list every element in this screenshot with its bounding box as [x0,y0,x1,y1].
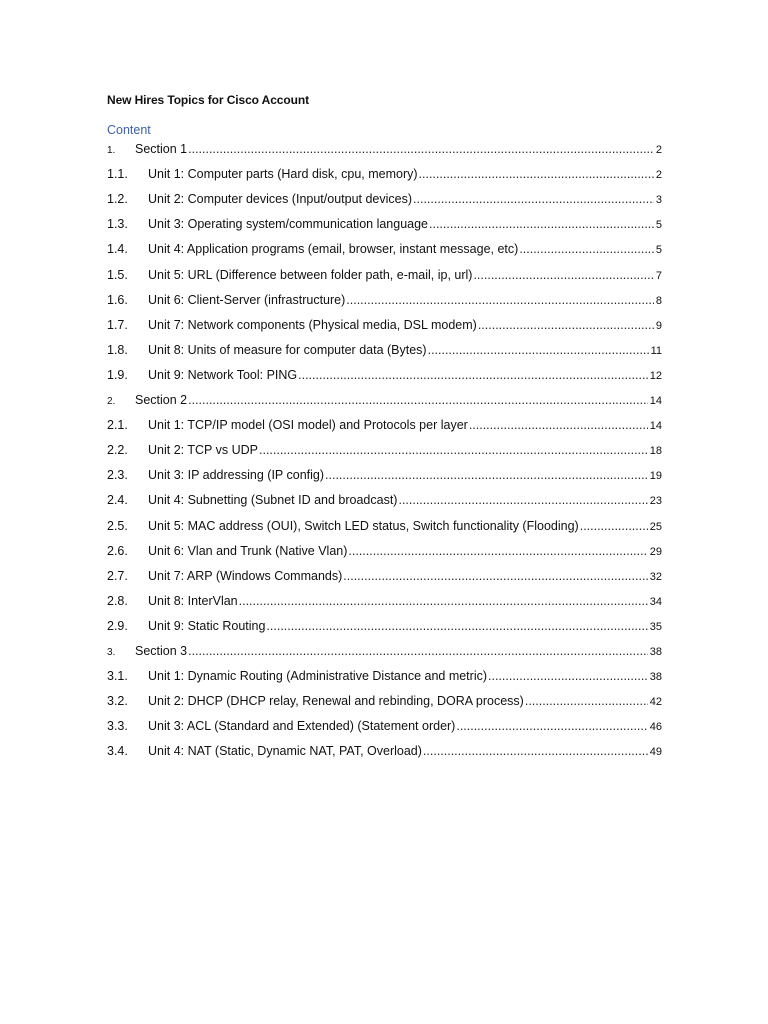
toc-entry-number: 2.6. [107,543,128,558]
toc-entry-page-number: 14 [649,420,662,433]
toc-unit-entry[interactable] [107,366,662,384]
toc-entry-label: Unit 5: MAC address (OUI), Switch LED status, Switch functionality (Flooding) [148,518,579,533]
toc-entry-number: 3.2. [107,694,128,709]
toc-entry-number: 2.4. [107,493,128,508]
dot-leader [188,140,654,158]
toc-unit-entry[interactable] [107,266,662,284]
toc-unit-entry[interactable] [107,567,662,585]
dot-leader [188,391,648,409]
toc-entry-page-number: 9 [655,319,662,332]
toc-entry-page-number: 42 [649,696,662,709]
toc-entry-page-number: 2 [655,169,662,182]
toc-entry-label: Section 2 [135,393,188,407]
toc-entry-number: 2.1. [107,418,128,433]
toc-entry-label: Unit 4: NAT (Static, Dynamic NAT, PAT, Overload) [148,744,422,759]
dot-leader [298,366,648,384]
toc-entry-page-number: 11 [650,344,662,357]
toc-entry-number: 2.7. [107,568,128,583]
dot-leader [478,316,654,334]
toc-unit-entry[interactable] [107,692,662,710]
toc-entry-page-number: 19 [649,470,662,483]
dot-leader [423,742,648,760]
toc-entry-page-number: 34 [649,595,662,608]
toc-entry-page-number: 29 [649,545,662,558]
toc-entry-label: Unit 3: IP addressing (IP config) [148,468,325,483]
toc-unit-entry[interactable] [107,240,662,258]
toc-entry-number: 2.8. [107,593,128,608]
dot-leader [519,240,654,258]
toc-entry-page-number: 5 [655,244,662,257]
dot-leader [348,542,647,560]
toc-entry-number: 3.1. [107,669,128,684]
toc-section-entry[interactable] [107,642,662,660]
toc-entry-page-number: 3 [655,194,662,207]
toc-entry-page-number: 32 [649,570,662,583]
toc-entry-number: 1.1. [107,167,128,182]
toc-unit-entry[interactable] [107,316,662,334]
toc-unit-entry[interactable] [107,592,662,610]
toc-entry-label: Unit 6: Client-Server (infrastructure) [148,292,346,307]
toc-entry-label: Unit 3: Operating system/communication language [148,217,429,232]
toc-entry-label: Unit 6: Vlan and Trunk (Native Vlan) [148,543,348,558]
dot-leader [259,441,648,459]
toc-entry-page-number: 12 [649,369,662,382]
toc-unit-entry[interactable] [107,667,662,685]
toc-entry-number: 1.9. [107,367,128,382]
toc-entry-page-number: 14 [649,395,662,407]
toc-entry-label: Unit 3: ACL (Standard and Extended) (Statement order) [148,719,456,734]
toc-entry-label: Section 3 [135,644,188,658]
toc-entry-number: 1. [107,145,116,156]
toc-entry-label: Unit 5: URL (Difference between folder path, e-mail, ip, url) [148,267,473,282]
toc-unit-entry[interactable] [107,341,662,359]
toc-entry-number: 3.3. [107,719,128,734]
toc-entry-page-number: 46 [649,721,662,734]
toc-entry-page-number: 38 [649,646,662,658]
toc-entry-number: 3.4. [107,744,128,759]
toc-entry-page-number: 49 [649,746,662,759]
toc-entry-page-number: 25 [649,520,662,533]
toc-entry-page-number: 7 [655,269,662,282]
toc-entry-label: Unit 8: InterVlan [148,593,238,608]
dot-leader [580,517,648,535]
toc-entry-number: 1.2. [107,192,128,207]
toc-entry-label: Unit 2: DHCP (DHCP relay, Renewal and rebinding, DORA process) [148,694,524,709]
toc-entry-label: Unit 4: Application programs (email, browser, instant message, etc) [148,242,519,257]
toc-entry-number: 2.9. [107,618,128,633]
toc-entry-number: 3. [107,647,116,658]
toc-unit-entry[interactable] [107,416,662,434]
toc-entry-page-number: 2 [655,144,662,156]
dot-leader [428,341,649,359]
toc-entry-number: 2. [107,396,116,407]
toc-unit-entry[interactable] [107,491,662,509]
toc-entry-page-number: 23 [649,495,662,508]
dot-leader [488,667,648,685]
toc-entry-page-number: 8 [655,294,662,307]
dot-leader [266,617,647,635]
toc-entry-label: Unit 7: ARP (Windows Commands) [148,568,343,583]
toc-entry-page-number: 35 [649,620,662,633]
dot-leader [343,567,647,585]
document-title: New Hires Topics for Cisco Account [107,93,309,107]
toc-unit-entry[interactable] [107,466,662,484]
toc-entry-label: Unit 8: Units of measure for computer data (Bytes) [148,342,427,357]
toc-unit-entry[interactable] [107,517,662,535]
toc-entry-label: Unit 1: TCP/IP model (OSI model) and Protocols per layer [148,418,468,433]
toc-unit-entry[interactable] [107,165,662,183]
toc-entry-label: Unit 1: Dynamic Routing (Administrative Distance and metric) [148,669,488,684]
toc-entry-label: Unit 1: Computer parts (Hard disk, cpu, memory) [148,167,418,182]
toc-entry-number: 1.7. [107,317,128,332]
dot-leader [456,717,647,735]
toc-entry-number: 2.3. [107,468,128,483]
toc-entry-number: 2.2. [107,443,128,458]
toc-unit-entry[interactable] [107,291,662,309]
dot-leader [469,416,648,434]
toc-entry-label: Unit 9: Static Routing [148,618,266,633]
toc-entry-number: 1.6. [107,292,128,307]
toc-entry-number: 1.5. [107,267,128,282]
toc-unit-entry[interactable] [107,190,662,208]
dot-leader [429,215,654,233]
dot-leader [419,165,654,183]
toc-entry-label: Unit 7: Network components (Physical media, DSL modem) [148,317,477,332]
toc-entry-label: Unit 2: Computer devices (Input/output devices) [148,192,413,207]
toc-heading: Content [107,123,151,137]
dot-leader [188,642,648,660]
toc-unit-entry[interactable] [107,441,662,459]
toc-unit-entry[interactable] [107,717,662,735]
toc-entry-page-number: 5 [655,219,662,232]
toc-entry-label: Unit 4: Subnetting (Subnet ID and broadcast) [148,493,398,508]
toc-entry-number: 1.3. [107,217,128,232]
dot-leader [239,592,648,610]
toc-unit-entry[interactable] [107,617,662,635]
toc-entry-label: Unit 2: TCP vs UDP [148,443,258,458]
toc-entry-label: Unit 9: Network Tool: PING [148,367,298,382]
dot-leader [398,491,647,509]
toc-entry-page-number: 38 [649,671,662,684]
toc-entry-page-number: 18 [649,445,662,458]
toc-unit-entry[interactable] [107,542,662,560]
toc-entry-number: 2.5. [107,518,128,533]
dot-leader [525,692,648,710]
dot-leader [413,190,654,208]
toc-section-entry[interactable] [107,140,662,158]
toc-entry-number: 1.8. [107,342,128,357]
toc-unit-entry[interactable] [107,215,662,233]
toc-unit-entry[interactable] [107,742,662,760]
dot-leader [325,466,648,484]
dot-leader [346,291,654,309]
toc-entry-label: Section 1 [135,142,188,156]
toc-section-entry[interactable] [107,391,662,409]
toc-entry-number: 1.4. [107,242,128,257]
dot-leader [473,266,653,284]
